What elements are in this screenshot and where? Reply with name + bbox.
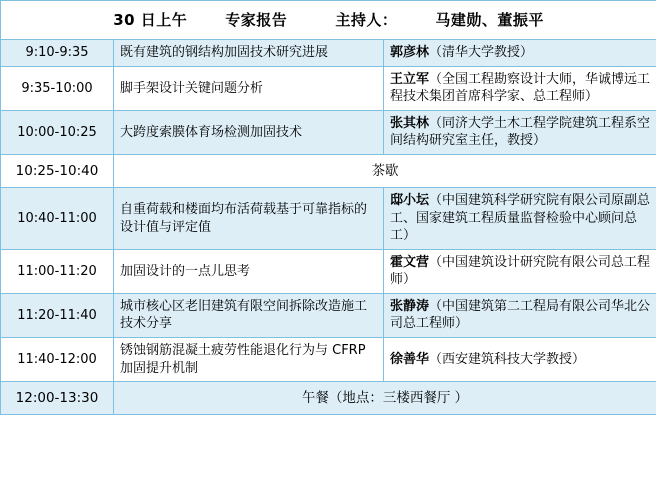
speaker-name: 徐善华 (390, 351, 430, 367)
table-row-break (1, 154, 656, 187)
row-time: 11:00-11:20 (1, 249, 114, 293)
speaker-affiliation: （清华大学教授） (429, 45, 534, 61)
row-speaker (384, 293, 656, 337)
row-time: 9:35-10:00 (1, 66, 114, 110)
row-title: 锈蚀钢筋混凝土疲劳性能退化行为与 CFRP 加固提升机制 (114, 338, 384, 382)
header-session-type: 专家报告 (225, 11, 288, 29)
speaker-name: 霍文营 (390, 254, 430, 270)
speaker-affiliation: （中国建筑设计研究院有限公司总工程师） (390, 254, 651, 288)
header-date-session: 30 日上午 (113, 11, 188, 29)
table-row (1, 338, 656, 382)
speaker-affiliation: （中国建筑科学研究院有限公司原副总工、国家建筑工程质量监督检验中心顾问总工） (390, 193, 651, 244)
row-title: 既有建筑的钢结构加固技术研究进展 (114, 40, 384, 67)
row-speaker (384, 40, 656, 67)
row-title: 大跨度索膜体育场检测加固技术 (114, 110, 384, 154)
speaker-name: 张静涛 (390, 298, 430, 314)
speaker-name: 邸小坛 (390, 193, 430, 209)
row-time: 11:40-12:00 (1, 338, 114, 382)
row-time: 12:00-13:30 (1, 382, 114, 415)
row-time: 10:40-11:00 (1, 188, 114, 250)
speaker-name: 王立军 (390, 71, 430, 87)
row-speaker (384, 249, 656, 293)
row-title: 城市核心区老旧建筑有限空间拆除改造施工技术分享 (114, 293, 384, 337)
row-title: 自重荷载和楼面均布活荷载基于可靠指标的设计值与评定值 (114, 188, 384, 250)
schedule-header-row (1, 1, 656, 40)
header-host-label: 主持人： (335, 11, 398, 29)
table-row (1, 249, 656, 293)
row-speaker (384, 338, 656, 382)
row-time: 10:00-10:25 (1, 110, 114, 154)
speaker-name: 张其林 (390, 115, 430, 131)
table-row (1, 40, 656, 67)
row-speaker (384, 66, 656, 110)
table-row-lunch (1, 382, 656, 415)
row-time: 10:25-10:40 (1, 154, 114, 187)
speaker-affiliation: （全国工程勘察设计大师，华诚博远工程技术集团首席科学家、总工程师） (390, 71, 651, 105)
row-full-text: 茶歇 (114, 154, 656, 187)
speaker-affiliation: （中国建筑第二工程局有限公司华北公司总工程师） (390, 298, 651, 332)
row-time: 11:20-11:40 (1, 293, 114, 337)
header-hosts: 马建勋、董振平 (435, 11, 544, 29)
row-speaker (384, 188, 656, 250)
table-row (1, 188, 656, 250)
row-speaker (384, 110, 656, 154)
table-row (1, 66, 656, 110)
table-row (1, 293, 656, 337)
row-time: 9:10-9:35 (1, 40, 114, 67)
speaker-affiliation: （西安建筑科技大学教授） (429, 351, 586, 367)
table-row (1, 110, 656, 154)
schedule-body (1, 1, 656, 415)
speaker-affiliation: （同济大学土木工程学院建筑工程系空间结构研究室主任，教授） (390, 115, 651, 149)
row-title: 脚手架设计关键问题分析 (114, 66, 384, 110)
schedule-header-cell (1, 1, 656, 40)
row-full-text: 午餐（地点：三楼西餐厅 ） (114, 382, 656, 415)
row-title: 加固设计的一点儿思考 (114, 249, 384, 293)
speaker-name: 郭彦林 (390, 45, 430, 61)
